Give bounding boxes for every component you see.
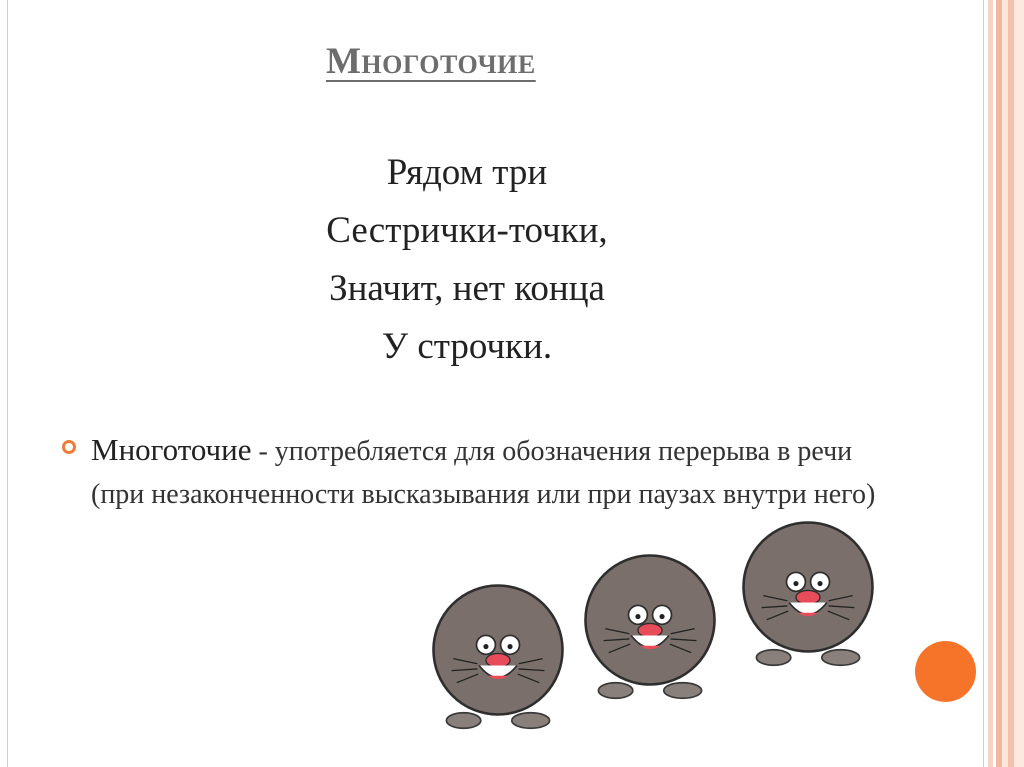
definition-body: - употребляется для обозначения перерыва в речи (при незаконченности высказывания или при паузах внутри него): [91, 436, 876, 510]
three-dots-illustration: [420, 515, 890, 730]
definition-text: [91, 428, 911, 516]
definition-term: Многоточие: [91, 432, 252, 467]
poem-line: Рядом три: [386, 152, 548, 193]
poem-line: Значит, нет конца: [329, 268, 605, 309]
slide-title: Многоточие: [326, 41, 536, 82]
poem-line: Сестрички-точки,: [326, 210, 608, 251]
dot-creature: [434, 586, 563, 729]
poem-line: У строчки.: [381, 326, 553, 367]
decorative-orange-circle: [915, 641, 976, 702]
bullet-icon: [62, 440, 76, 454]
poem: [262, 144, 672, 376]
dot-creature: [744, 523, 873, 666]
dot-creature: [586, 556, 715, 699]
decorative-side-stripes: [984, 0, 1024, 767]
